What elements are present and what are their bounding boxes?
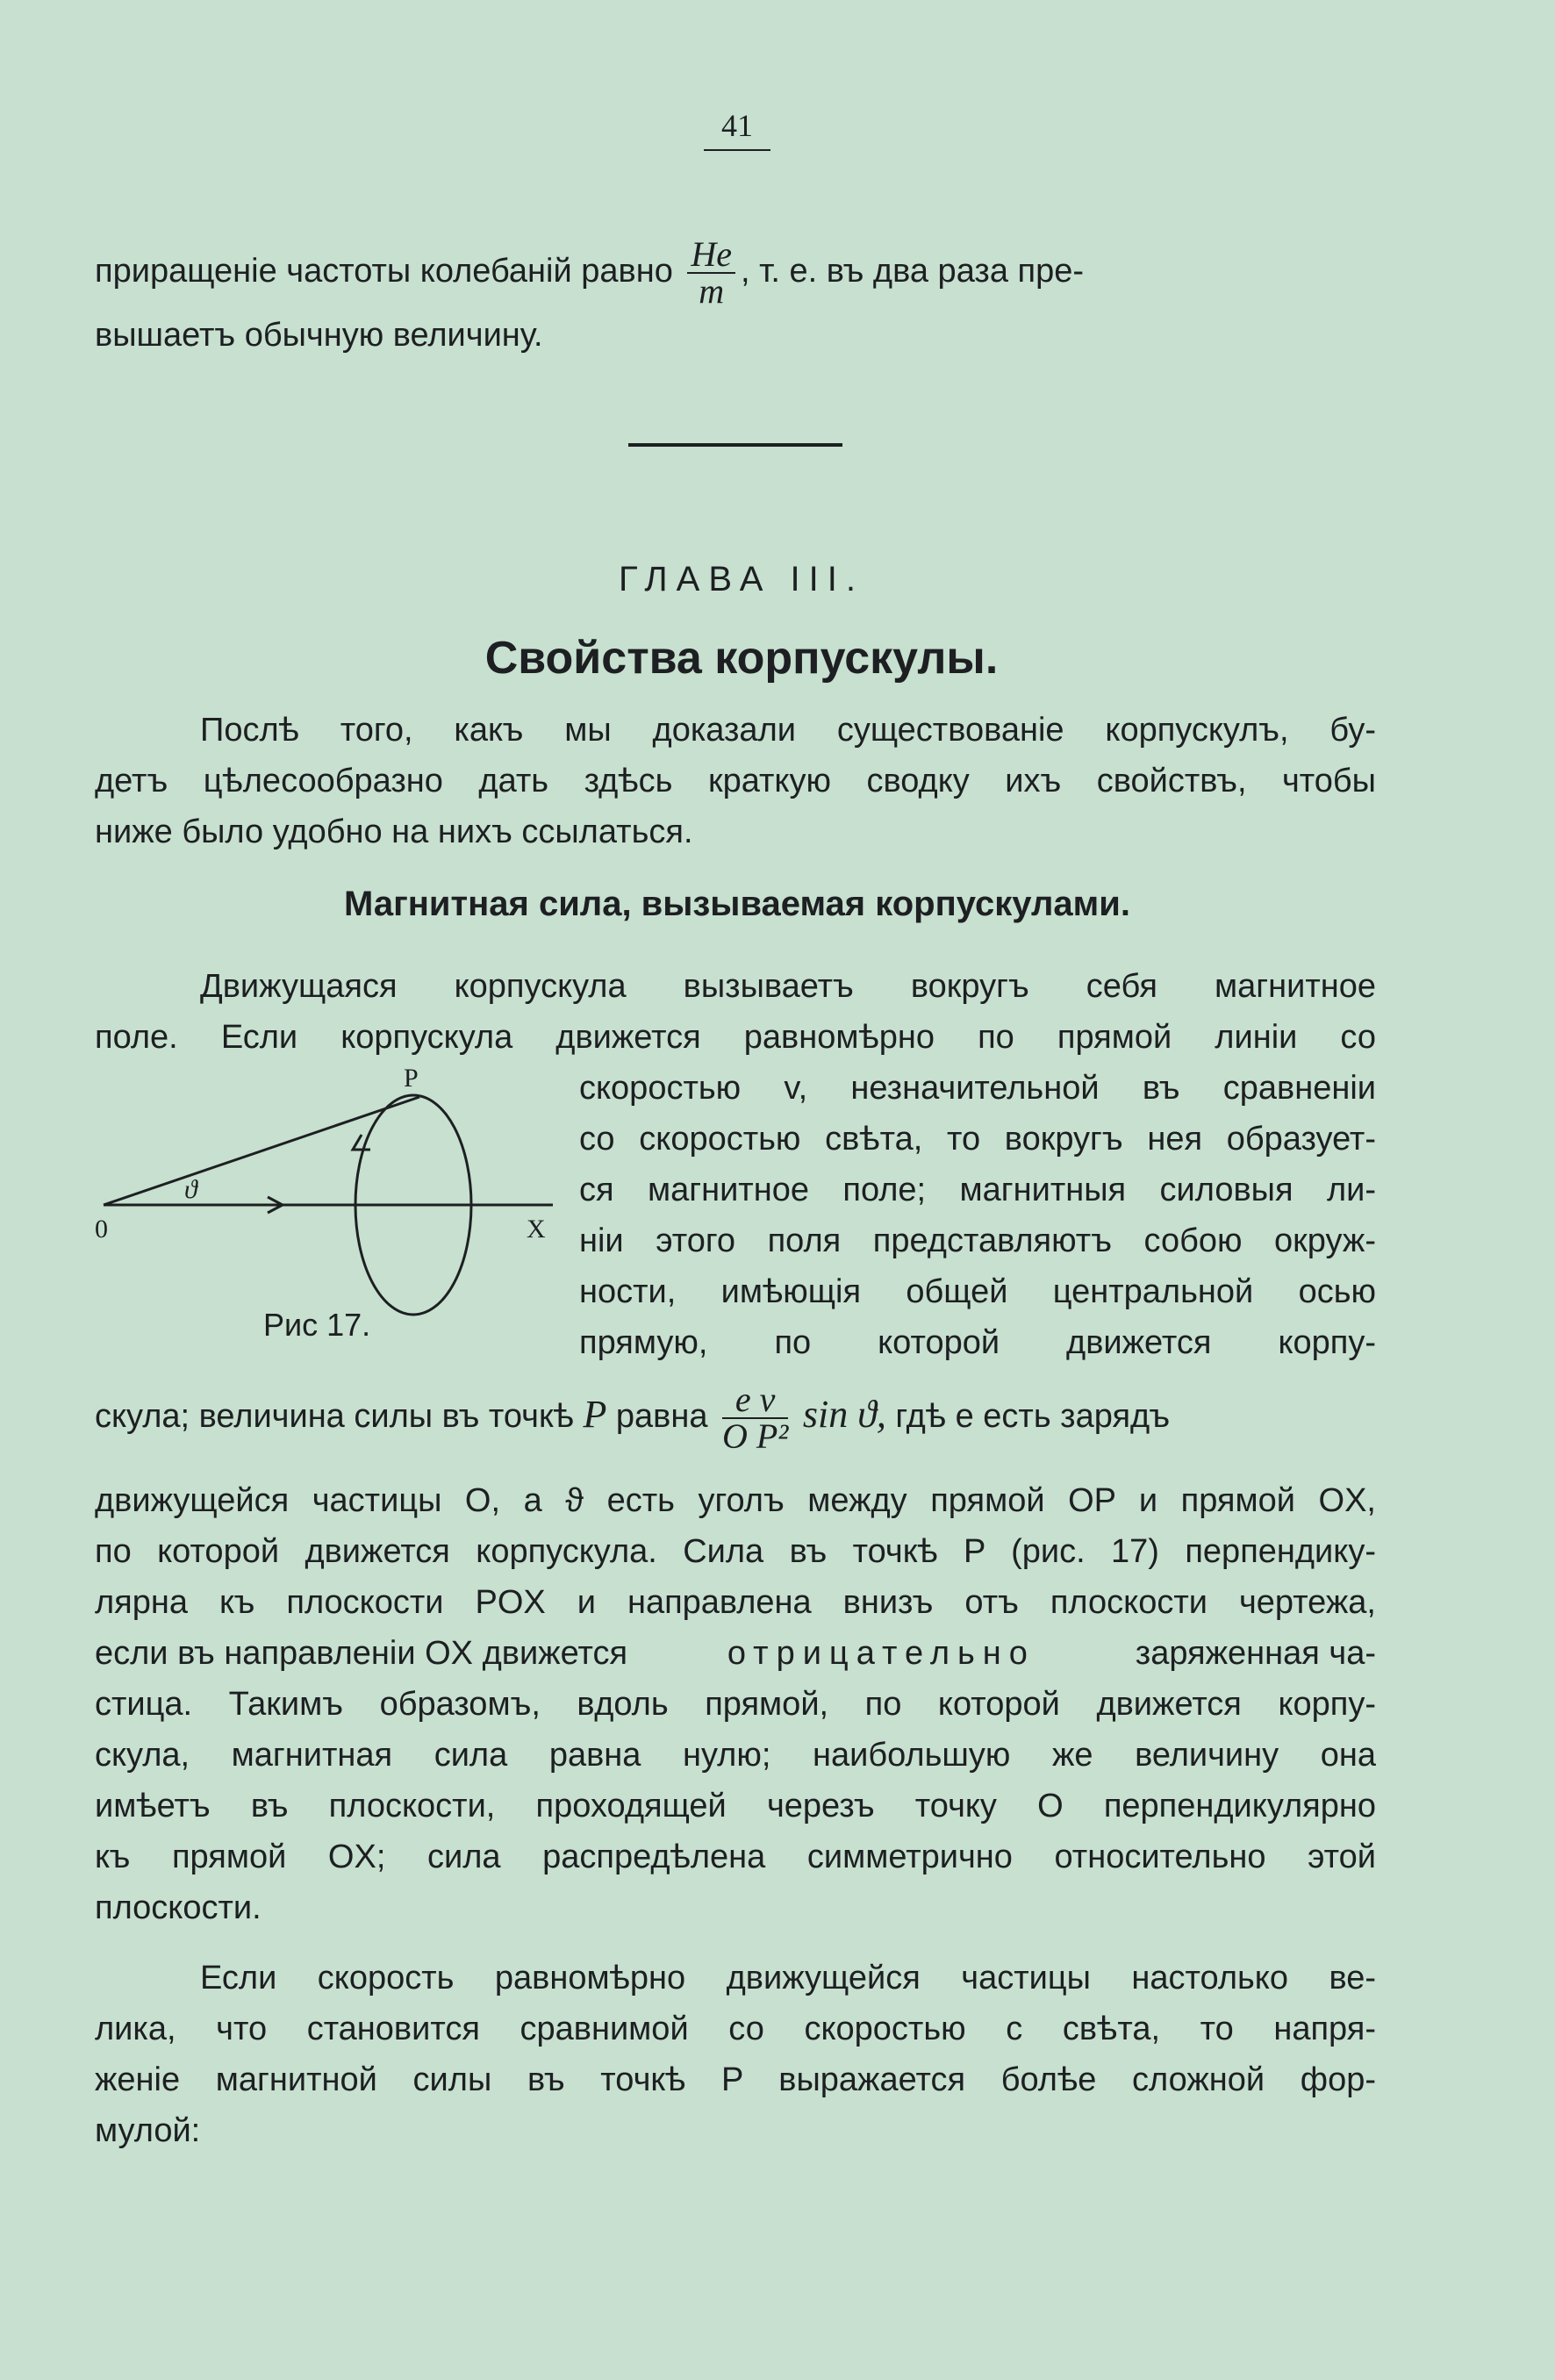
page-number: 41 (684, 107, 790, 151)
para2-negative-line: если въ направленіи OX движется отрицательно заряженная ча- (95, 1635, 1376, 1672)
para2-end-5: плоскости. (95, 1889, 262, 1926)
para2-wrap-5: ности, имѣющія общей центральной осью (579, 1273, 1376, 1310)
intro-fraction: $\frac{He}{m}$ (687, 237, 735, 309)
para1-line-2: детъ цѣлесообразно дать здѣсь краткую сводку ихъ свойствъ, чтобы (95, 763, 1376, 799)
para2-wrap-6: прямую, по которой движется корпу- (579, 1324, 1376, 1361)
para2-wrap-2: со скоростью свѣта, то вокругъ нея образует- (579, 1121, 1376, 1158)
para2-wrap-4: ніи этого поля представляютъ собою окруж- (579, 1222, 1376, 1259)
para3-line-1: Если скорость равномѣрно движущейся частицы настолько ве- (200, 1960, 1376, 1996)
page-number-underline (704, 149, 770, 151)
para2-formula-line: скула; величина силы въ точкѣ P равна $\frac{\text{e v}}{\text{O P²}}$ sin ϑ, гдѣ e есть зарядъ (95, 1380, 1171, 1456)
section-separator (628, 443, 842, 447)
para2-wrap-3: ся магнитное поле; магнитныя силовыя ли- (579, 1172, 1376, 1208)
para2-line-1: Движущаяся корпускула вызываетъ вокругъ себя магнитное (200, 968, 1376, 1005)
para1-line-3: ниже было удобно на нихъ ссылаться. (95, 814, 693, 850)
section-heading: Магнитная сила, вызываемая корпускулами. (344, 885, 1130, 923)
para2-end-1: стица. Такимъ образомъ, вдоль прямой, по которой движется корпу- (95, 1686, 1376, 1723)
figure-line-op (104, 1097, 419, 1205)
para2-rest-2: по которой движется корпускула. Сила въ точкѣ P (рис. 17) перпендику- (95, 1533, 1376, 1570)
figure-label-theta: ϑ (184, 1175, 197, 1204)
figure-label-o: 0 (95, 1215, 108, 1244)
chapter-title: Свойства корпускулы. (484, 633, 999, 684)
para2-rest-3: лярна къ плоскости POX и направлена внизъ отъ плоскости чертежа, (95, 1584, 1376, 1621)
para1-line-1: Послѣ того, какъ мы доказали существованіе корпускулъ, бу- (200, 712, 1376, 749)
figure-label-p: P (404, 1064, 419, 1093)
para3-line-4: мулой: (95, 2112, 201, 2149)
para2-end-4: къ прямой OX; сила распредѣлена симметрично относительно этой (95, 1839, 1376, 1875)
chapter-label: ГЛАВА III. (619, 560, 864, 599)
para3-line-2: лика, что становится сравнимой со скоростью c свѣта, то напря- (95, 2011, 1376, 2047)
figure-17 (88, 1062, 579, 1360)
formula-fraction: $\frac{\text{e v}}{\text{O P²}}$ (722, 1380, 789, 1456)
intro-line-1: приращеніе частоты колебаній равно $\frac{He}{m}$ , т. е. въ два раза пре- (95, 234, 1085, 311)
para2-rest-1: движущейся частицы O, а ϑ есть уголъ между прямой OP и прямой OX, (95, 1482, 1376, 1519)
para2-end-2: скула, магнитная сила равна нулю; наибольшую же величину она (95, 1737, 1376, 1774)
para2-line-2: поле. Если корпускула движется равномѣрно по прямой линіи со (95, 1019, 1376, 1056)
para3-line-3: женіе магнитной силы въ точкѣ P выражается болѣе сложной фор- (95, 2061, 1376, 2098)
figure-caption: Рис 17. (263, 1307, 371, 1343)
para2-wrap-1: скоростью v, незначительной въ сравненіи (579, 1070, 1376, 1107)
para2-end-3: имѣетъ въ плоскости, проходящей черезъ точку O перпендикулярно (95, 1788, 1376, 1824)
figure-label-x: X (527, 1215, 546, 1244)
intro-line-2: вышаетъ обычную величину. (95, 317, 543, 354)
